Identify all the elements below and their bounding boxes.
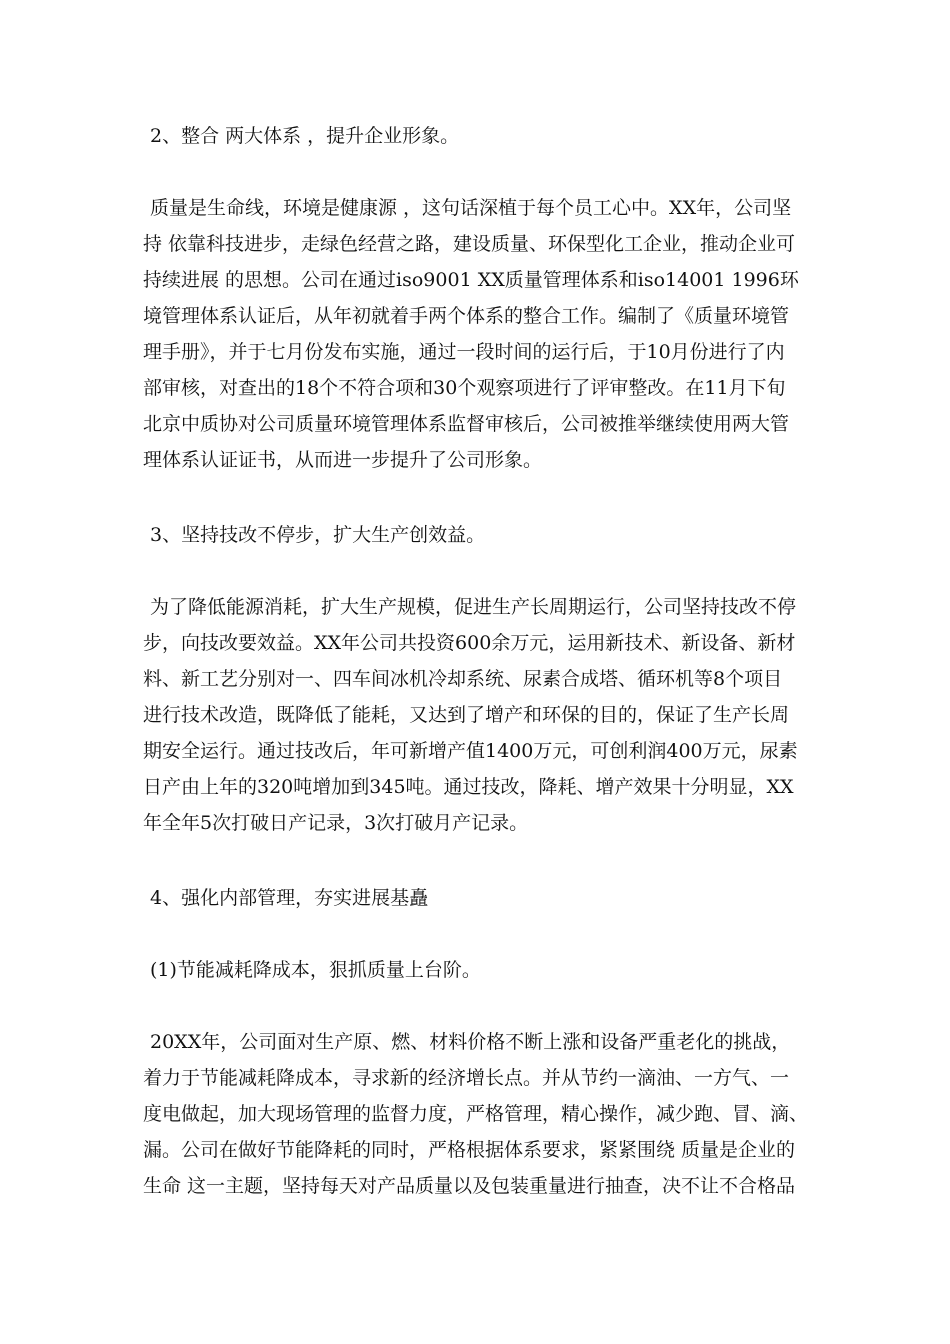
section-heading-3 (143, 517, 820, 553)
paragraph-line: 20XX年，公司面对生产原、燃、材料价格不断上涨和设备严重老化的挑战， (150, 1031, 791, 1053)
paragraph-line: 理体系认证证书，从而进一步提升了公司形象。 (143, 449, 543, 471)
paragraph-line: 日产由上年的320吨增加到345吨。通过技改，降耗、增产效果十分明显，XX (143, 776, 794, 798)
paragraph-line: 质量是生命线，环境是健康源 ，这句话深植于每个员工心中。XX年，公司坚 (150, 197, 792, 219)
paragraph-line: 度电做起，加大现场管理的监督力度，严格管理，精心操作，减少跑、冒、滴、 (143, 1103, 809, 1125)
paragraph-line: 期安全运行。通过技改后，年可新增产值1400万元，可创利润400万元，尿素 (143, 740, 798, 762)
subsection-heading-1 (143, 952, 820, 988)
paragraph-line: 步，向技改要效益。XX年公司共投资600余万元，运用新技术、新设备、新材 (143, 632, 796, 654)
paragraph-line: 漏。公司在做好节能降耗的同时，严格根据体系要求，紧紧围绕 质量是企业的 (143, 1139, 796, 1161)
paragraph-line: 为了降低能源消耗，扩大生产规模，促进生产长周期运行，公司坚持技改不停 (150, 596, 797, 618)
paragraph-line: 年全年5次打破日产记录，3次打破月产记录。 (143, 812, 529, 834)
section-heading-4 (143, 880, 820, 916)
subheading-text: (1)节能减耗降成本，狠抓质量上台阶。 (150, 959, 481, 981)
paragraph-line: 持续进展 的思想。公司在通过iso9001 XX质量管理体系和iso14001 1996环 (143, 269, 799, 291)
paragraph-quality-environment (143, 190, 813, 478)
paragraph-line: 部审核，对查出的18个不符合项和30个观察项进行了评审整改。在11月下旬 (143, 377, 786, 399)
paragraph-line: 境管理体系认证后，从年初就着手两个体系的整合工作。编制了《质量环境管 (143, 305, 790, 327)
paragraph-tech-upgrade (143, 589, 813, 841)
heading-text: 4、强化内部管理，夯实进展基矗 (150, 887, 429, 909)
paragraph-line: 理手册》，并于七月份发布实施，通过一段时间的运行后，于10月份进行了内 (143, 341, 785, 363)
paragraph-line: 进行技术改造，既降低了能耗，又达到了增产和环保的目的，保证了生产长周 (143, 704, 790, 726)
paragraph-line: 着力于节能减耗降成本，寻求新的经济增长点。并从节约一滴油、一方气、一 (143, 1067, 790, 1089)
heading-text: 3、坚持技改不停步，扩大生产创效益。 (150, 524, 486, 546)
section-heading-2 (143, 118, 820, 154)
heading-text: 2、整合 两大体系 ，提升企业形象。 (150, 125, 460, 147)
paragraph-line: 生命 这一主题，坚持每天对产品质量以及包装重量进行抽查，决不让不合格品 (143, 1175, 796, 1197)
paragraph-line: 料、新工艺分别对一、四车间冰机冷却系统、尿素合成塔、循环机等8个项目 (143, 668, 783, 690)
paragraph-line: 持 依靠科技进步，走绿色经营之路，建设质量、环保型化工企业，推动企业可 (143, 233, 796, 255)
paragraph-line: 北京中质协对公司质量环境管理体系监督审核后，公司被推举继续使用两大管 (143, 413, 790, 435)
paragraph-energy-saving (143, 1024, 813, 1204)
